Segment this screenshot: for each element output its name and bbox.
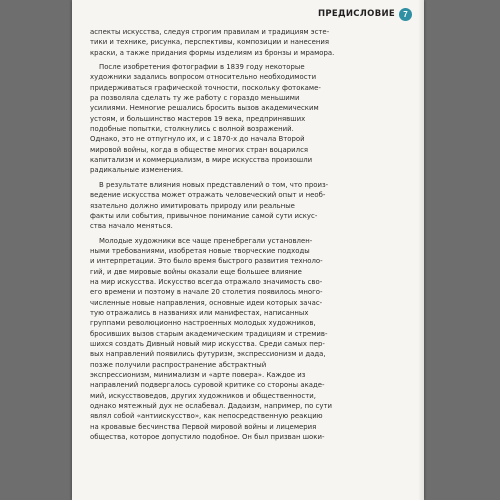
page-edge-shadow (418, 0, 424, 500)
text-line: мий, искусствоведов, других художников и общественности, (90, 391, 316, 400)
text-line: шихся создать Дивный новый мир искусства. Среди самых пер- (90, 339, 325, 348)
paragraph (90, 62, 410, 176)
text-line: художники задались вопросом относительно необходимости (90, 73, 317, 82)
text-line: Однако, это не отпугнуло их, и с 1870-х до начала Второй (90, 135, 305, 144)
text-line: ра позволяла сделать ту же работу с гораздо меньшими (90, 94, 300, 103)
text-line: позже получили распространение абстрактный (90, 360, 267, 369)
book-page (72, 0, 424, 500)
text-line: экспрессионизм, минимализм и «арте повера». Каждое из (90, 371, 306, 379)
text-line: однако мятежный дух не ослабевал. Дадаизм, например, по сути (90, 402, 332, 411)
text-line: язательно должно имитировать природу или реальные (90, 201, 295, 210)
text-line: ными требованиями, изобретая новые творческие подходы (90, 246, 310, 255)
running-header (318, 6, 412, 22)
text-line: ведение искусства может отражать человеческий опыт и необ- (90, 191, 326, 200)
text-line: радикальные изменения. (90, 166, 184, 175)
text-line: аспекты искусства, следуя строгим правилам и традициям эсте- (90, 28, 330, 36)
text-line: мировой войны, когда в обществе многих стран воцарился (90, 145, 309, 154)
text-line: После изобретения фотографии в 1839 году некоторые (99, 63, 305, 72)
text-line: устоям, и большинство мастеров 19 века, предпринявших (90, 114, 306, 123)
text-line: усилиями. Немногие решались бросить вызов академическим (90, 104, 319, 113)
section-title: ПРЕДИСЛОВИЕ (317, 9, 395, 19)
text-line: В результате влияния новых представлений о том, что произ- (99, 180, 329, 189)
text-line: придерживаться графической точности, поскольку фотокаме- (90, 83, 321, 92)
paragraph (90, 236, 410, 443)
text-line: направлений подвергалось суровой критике со стороны акаде- (90, 381, 325, 390)
text-line: краски, а также придания формы изделиям из бронзы и мрамора. (90, 48, 335, 57)
body-text (90, 27, 410, 442)
text-line: бросивших вызов старым академическим традициям и стремив- (90, 329, 328, 338)
text-line: общества, которое допустило подобное. Он был призван шоки- (90, 433, 325, 442)
text-line: вых направлений появились футуризм, экспрессионизм и дада, (90, 350, 326, 359)
text-line: факты или события, привычное понимание самой сути искус- (90, 211, 318, 220)
text-line: являл собой «антиискусство», как непосредственную реакцию (90, 412, 323, 421)
text-line: капитализм и коммерциализм, в мире искусства произошли (90, 156, 313, 165)
paragraph (90, 27, 410, 58)
page-number-badge: 7 (399, 8, 412, 21)
text-line: тики и технике, рисунка, перспективы, композиции и нанесения (90, 38, 330, 47)
text-line: подобные попытки, столкнулись с волной возражений. (90, 125, 294, 134)
text-line: на мир искусства. Искусство всегда отражало значимость сво- (90, 277, 323, 286)
text-line: его времени и поэтому в начале 20 столетия появилось много- (90, 288, 323, 297)
text-line: на кровавые бесчинства Первой мировой войны и лицемерия (90, 422, 317, 431)
text-line: Молодые художники все чаще пренебрегали установлен- (99, 236, 313, 245)
text-line: гий, и две мировые войны оказали еще большее влияние (90, 267, 302, 276)
text-line: группами революционно настроенных молодых художников, (90, 319, 316, 328)
text-line: ства начало меняться. (90, 222, 173, 231)
text-line: и интерпретации. Это было время быстрого развития техноло- (90, 257, 323, 266)
paragraph (90, 180, 410, 232)
text-line: тую отражались в названиях или манифестах, написанных (90, 308, 309, 317)
text-line: численные новые направления, основные идеи которых зачас- (90, 298, 323, 307)
